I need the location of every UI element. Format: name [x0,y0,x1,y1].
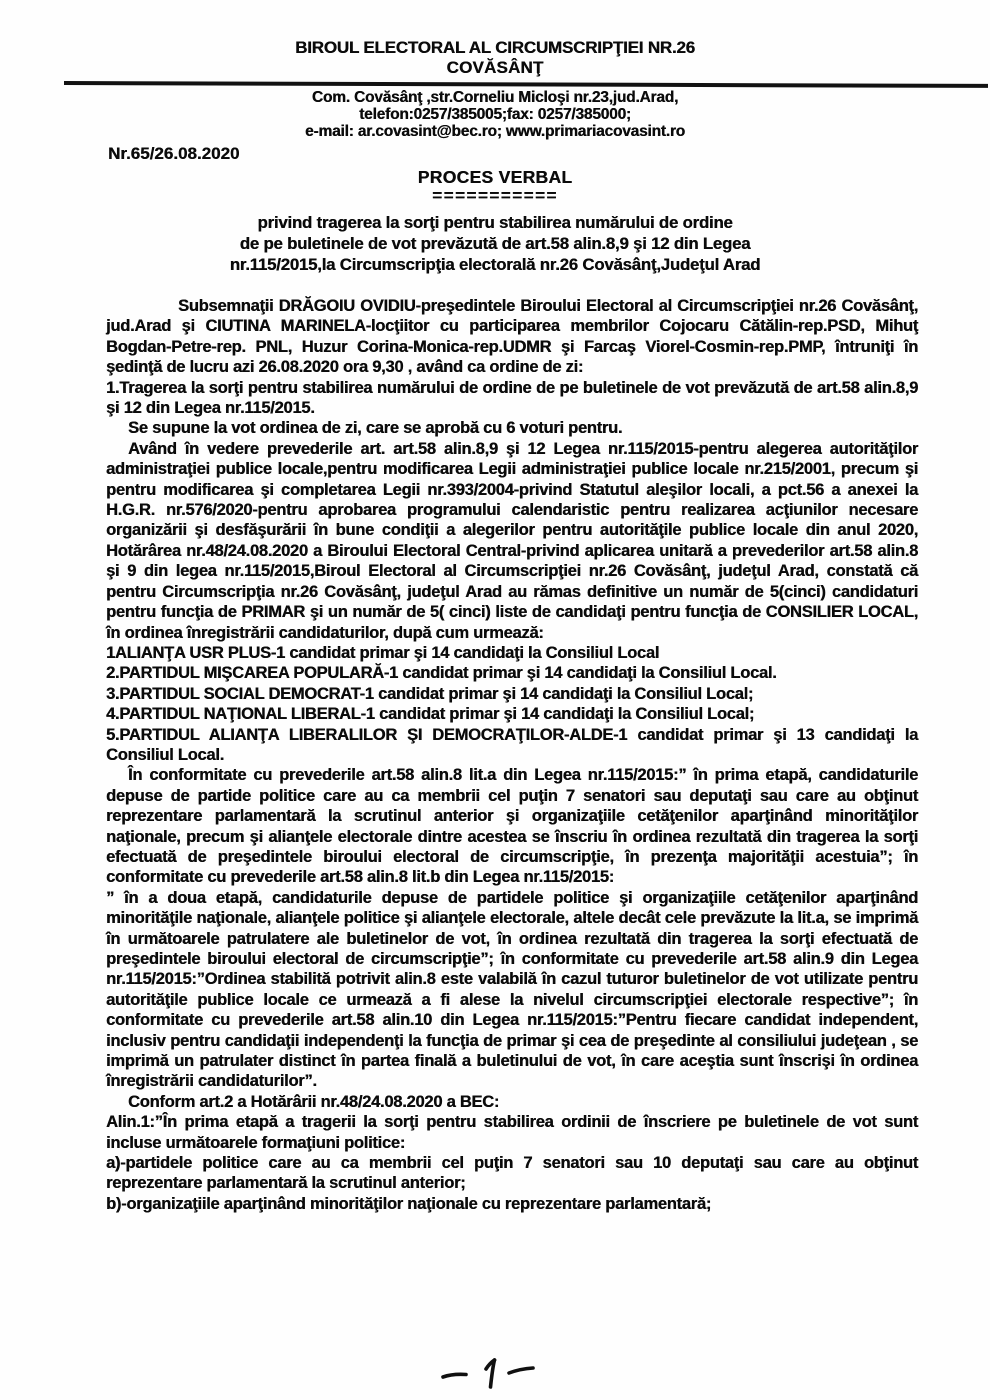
paragraph: Conform art.2 a Hotărârii nr.48/24.08.2020 a BEC: [128,1092,500,1111]
title-underline: =========== [432,186,558,205]
paragraph: În conformitate cu prevederile art.58 alin.8 lit.a din Legea nr.115/2015:” în prima etapă, candidaturile depuse de partide politice care au ca membrii cel puţin 7 senatori sau deputaţi sau care au obţinut reprezentare parlamentară la scrutinul anterior şi organizaţiile cetăţenilor aparţinând minorităţilor naţionale, precum şi alianţele electorale dintre acestea se înscriu în ordinea rezultată din tragerea la sorţi efectuată de preşedintele biroului electoral de circumscripţie, în prezenţa majorităţii acestuia”; în conformitate cu prevederile art.58 alin.8 lit.b din Legea nr.115/2015: [106,766,918,887]
handwritten-1-icon [435,1356,555,1392]
paragraph: 4.PARTIDUL NAŢIONAL LIBERAL-1 candidat primar şi 14 candidaţi la Consiliul Local; [106,705,755,724]
paragraph: b)-organizaţiile aparţinând minorităţilor naţionale cu reprezentare parlamentară; [106,1194,712,1213]
paragraph: ” în a doua etapă, candidaturile depuse de partidele politice şi organizaţiile cetăţenilor aparţinând minorităţile naţionale, alianţele politice şi alianţele electorale, altele decât cele prevăzute la lit.a, se imprimă în următoarele patrulatere ale buletinelor de vot, în ordinea rezultată din tragerea la sorţi efectuată de preşedintele biroului electoral de circumscripţie”; în conformitate cu prevederile art.58 alin.9 din Legea nr.115/2015:”Ordinea stabilită potrivit alin.8 este valabilă în cazul tuturor buletinelor de vot utilizate pentru autorităţile publice locale ce urmează a fi alese la nivelul circumscripţiei electorale respective”; în conformitate cu prevederile art.58 alin.10 din Legea nr.115/2015:”Pentru fiecare candidat independent, inclusiv pentru candidaţii independenţi la funcţia de primar şi cea de preşedinte al consiliului judeţean , se imprimă un patrulater distinct în partea finală a buletinului de vot, în care aceştia sunt înscrişi în ordinea înregistrării candidaturilor”. [106,888,918,1091]
letterhead-email: e-mail: ar.covasint@bec.ro; www.primariacovasint.ro [305,123,685,140]
subtitle-line: nr.115/2015,la Circumscripţia electorală nr.26 Covăsânţ,Judeţul Arad [229,255,761,274]
header-divider-line [64,81,988,88]
paragraph: 2.PARTIDUL MIŞCAREA POPULARĂ-1 candidat primar şi 14 candidaţi la Consiliul Local. [106,664,777,683]
subtitle-line: privind tragerea la sorţi pentru stabilirea numărului de ordine [257,213,733,232]
paragraph: Având în vedere prevederile art. art.58 alin.8,9 şi 12 Legea nr.115/2015-pentru alegerea autorităţilor administraţiei publice locale,pentru modificarea Legii administraţiei publice locale nr.215/2001, precum şi pentru modificarea şi completarea Legii nr.393/2004-privind Statutul aleşilor locali, a pct.56 a anexei la H.G.R. nr.576/2020-pentru aprobarea programului calendaristic pentru realizarea acţiunilor necesare organizării şi desfăşurării în bune condiţii a alegerilor pentru autorităţile publice locale din anul 2020, Hotărârea nr.48/24.08.2020 a Biroului Electoral Central-privind aplicarea unitară a prevederilor art.58 alin.8 şi 9 din legea nr.115/2015,Biroul Electoral al Circumscripţiei nr.26 Covăsânţ, judeţul Arad, constată că pentru Circumscripţia nr.26 Covăsânţ, judeţul Arad au rămas definitive un număr de 5(cinci) candidaturi pentru funcţia de PRIMAR şi un număr de 5( cinci) liste de candidaţi pentru funcţia de CONSILIER LOCAL, în ordinea înregistrării candidaturilor, după cum urmează: [106,439,918,642]
document-title: PROCES VERBAL [417,167,573,187]
letterhead [0,0,990,78]
paragraph: Subsemnaţii DRĂGOIU OVIDIU-preşedintele Biroului Electoral al Circumscripţiei nr.26 Covăsânţ, jud.Arad şi CIUTINA MARINELA-locţiitor cu participarea membrilor Cojocaru Cătălin-rep.PSD, Mihuţ Bogdan-Petre-rep. PNL, Huzur Corina-Monica-rep.UDMR şi Farcaş Viorel-Cosmin-rep.PMP, întruniţi în şedinţă de lucru azi 26.08.2020 ora 9,30 , având ca ordine de zi: [106,297,918,377]
paragraph: Alin.1:”În prima etapă a tragerii la sorţi pentru stabilirea ordinii de înscriere pe buletinele de vot sunt incluse următoarele formaţiuni politice: [106,1113,918,1152]
document-subtitle [0,212,990,275]
letterhead-address: Com. Covăsânţ ,str.Corneliu Micloşi nr.23,jud.Arad, [311,89,679,106]
paragraph: Se supune la vot ordinea de zi, care se aprobă cu 6 voturi pentru. [128,419,623,438]
page-number-handwritten [0,1356,990,1392]
paragraph: 3.PARTIDUL SOCIAL DEMOCRAT-1 candidat primar şi 14 candidaţi la Consiliul Local; [106,684,754,703]
document-number: Nr.65/26.08.2020 [108,144,240,163]
letterhead-locality: COVĂSÂNŢ [446,58,544,77]
letterhead-institution: BIROUL ELECTORAL AL CIRCUMSCRIPŢIEI NR.26 [295,38,695,57]
letterhead-contact [0,89,990,140]
document-body [106,296,918,1214]
paragraph: a)-partidele politice care au ca membrii cel puţin 7 senatori sau 10 deputaţi sau care au obţinut reprezentare parlamentară la scrutinul anterior; [106,1154,918,1193]
letterhead-phone: telefon:0257/385005;fax: 0257/385000; [359,106,631,123]
paragraph: 1ALIANŢA USR PLUS-1 candidat primar şi 14 candidaţi la Consiliul Local [106,643,660,662]
subtitle-line: de pe buletinele de vot prevăzută de art.58 alin.8,9 şi 12 din Legea [239,234,751,253]
paragraph: 5.PARTIDUL ALIANŢA LIBERALILOR ŞI DEMOCRAŢILOR-ALDE-1 candidat primar şi 13 candidaţi la Consiliul Local. [106,725,918,764]
paragraph: 1.Tragerea la sorţi pentru stabilirea numărului de ordine de pe buletinele de vot prevăzută de art.58 alin.8,9 şi 12 din Legea nr.115/2015. [106,378,918,418]
